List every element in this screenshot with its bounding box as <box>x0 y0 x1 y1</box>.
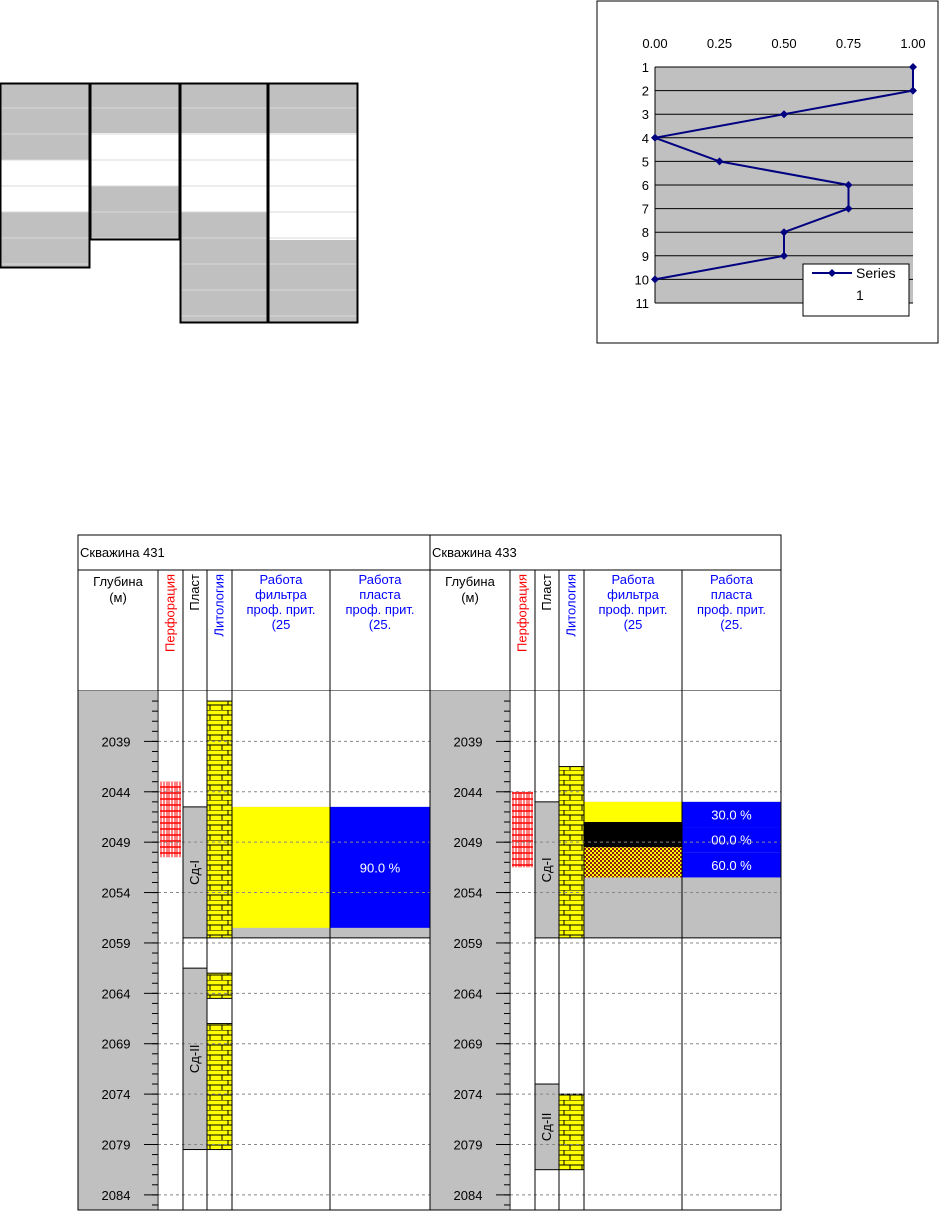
depth-tick-label: 2074 <box>453 1087 483 1103</box>
layer-label: Сд-I <box>539 857 554 883</box>
header-lithology: Литология <box>211 574 227 637</box>
y-tick-label: 2 <box>641 83 649 99</box>
layer-label: Сд-II <box>187 1044 202 1074</box>
header-formation: (25. <box>720 617 743 632</box>
header-formation: проф. прит. <box>696 602 767 617</box>
depth-tick-label: 2069 <box>101 1036 131 1052</box>
header-formation: Работа <box>710 572 753 587</box>
header-depth: Глубина <box>93 574 143 589</box>
filter-bar-2 <box>584 822 682 847</box>
legend <box>803 264 909 316</box>
diagram-col-3-segment-2 <box>180 133 268 212</box>
formation-bar-label: 30.0 % <box>711 807 752 823</box>
well-title: Скважина 431 <box>80 545 165 560</box>
depth-tick-label: 2054 <box>453 885 483 901</box>
header-layer: Пласт <box>539 574 554 611</box>
filter-bar-1 <box>584 802 682 822</box>
depth-tick-label: 2059 <box>101 935 131 951</box>
filter-bar-3 <box>584 847 682 877</box>
depth-tick-label: 2064 <box>453 986 483 1002</box>
lithology-interval-1 <box>559 767 584 938</box>
lithology-interval-2 <box>207 973 232 998</box>
header-filter: Работа <box>611 572 655 587</box>
header-filter: Работа <box>259 572 303 587</box>
depth-tick-label: 2039 <box>101 734 131 750</box>
legend-label-line-2: 1 <box>856 287 864 303</box>
depth-tick-label: 2084 <box>101 1187 131 1203</box>
header-depth: (м) <box>109 590 127 605</box>
perforation-interval <box>160 782 181 858</box>
layer-label: Сд-II <box>539 1112 554 1142</box>
header-perforation: Перфорация <box>514 574 530 652</box>
y-tick-label: 10 <box>634 272 649 288</box>
header-formation: проф. прит. <box>345 602 415 617</box>
formation-bar-label: 90.0 % <box>359 860 401 876</box>
header-formation: (25. <box>368 617 392 632</box>
header-filter: проф. прит. <box>598 602 668 617</box>
well-logs <box>78 535 781 1210</box>
depth-tick-label: 2049 <box>453 835 483 851</box>
diagram-col-1-segment-3 <box>0 212 90 268</box>
diagram-col-2-segment-3 <box>90 186 180 240</box>
y-tick-label: 5 <box>641 154 649 170</box>
y-tick-label: 3 <box>641 107 649 123</box>
x-tick-label: 1.00 <box>900 36 926 51</box>
header-filter: (25 <box>271 617 291 632</box>
depth-tick-label: 2069 <box>453 1036 483 1052</box>
x-tick-label: 0.75 <box>835 36 862 51</box>
depth-tick-label: 2049 <box>101 835 131 851</box>
filter-bar-1 <box>232 807 330 928</box>
legend-label-line-1: Series <box>856 265 896 281</box>
depth-tick-label: 2084 <box>453 1187 483 1203</box>
depth-tick-label: 2044 <box>101 784 131 800</box>
header-depth: (м) <box>461 590 479 605</box>
layer-label: Сд-I <box>187 859 202 885</box>
depth-tick-label: 2079 <box>101 1137 131 1153</box>
y-tick-label: 6 <box>641 178 649 193</box>
diagram-col-1-segment-1 <box>0 83 90 160</box>
depth-tick-label: 2074 <box>101 1087 131 1103</box>
perforation-interval <box>512 792 533 868</box>
lithology-interval-1 <box>207 701 232 938</box>
depth-tick-label: 2079 <box>453 1137 483 1153</box>
x-tick-label: 0.25 <box>706 36 733 51</box>
header-formation: пласта <box>710 587 753 602</box>
y-tick-label: 11 <box>635 296 649 311</box>
header-filter: фильтра <box>607 587 659 602</box>
x-tick-label: 0.00 <box>642 36 668 51</box>
formation-bar-label: 00.0 % <box>711 832 752 848</box>
header-formation: Работа <box>358 572 402 587</box>
header-formation: пласта <box>359 587 401 602</box>
diagram-col-4-segment-3 <box>268 240 358 323</box>
header-filter: фильтра <box>255 587 307 602</box>
header-filter: проф. прит. <box>246 602 316 617</box>
lithology-interval-2 <box>559 1094 584 1170</box>
y-tick-label: 4 <box>641 130 649 146</box>
y-tick-label: 8 <box>641 225 649 241</box>
depth-tick-label: 2064 <box>101 986 131 1002</box>
top-left-diagram <box>0 83 358 323</box>
well-2 <box>430 535 781 1210</box>
diagram-col-3-segment-3 <box>180 212 268 323</box>
depth-tick-label: 2039 <box>453 734 483 750</box>
y-tick-label: 7 <box>641 201 649 217</box>
x-tick-label: 0.50 <box>771 36 797 51</box>
depth-tick-label: 2044 <box>453 784 483 800</box>
chart <box>597 1 938 343</box>
header-layer: Пласт <box>187 574 202 611</box>
header-depth: Глубина <box>445 574 495 589</box>
y-tick-label: 1 <box>641 60 649 75</box>
well-title: Скважина 433 <box>432 545 517 560</box>
y-tick-label: 9 <box>641 248 649 264</box>
header-lithology: Литология <box>563 574 579 637</box>
well-1 <box>78 535 430 1210</box>
depth-tick-label: 2054 <box>101 885 131 901</box>
lithology-interval-3 <box>207 1024 232 1150</box>
depth-tick-label: 2059 <box>453 935 483 951</box>
header-perforation: Перфорация <box>162 574 178 652</box>
formation-bar-label: 60.0 % <box>711 857 752 873</box>
header-filter: (25 <box>623 617 643 632</box>
